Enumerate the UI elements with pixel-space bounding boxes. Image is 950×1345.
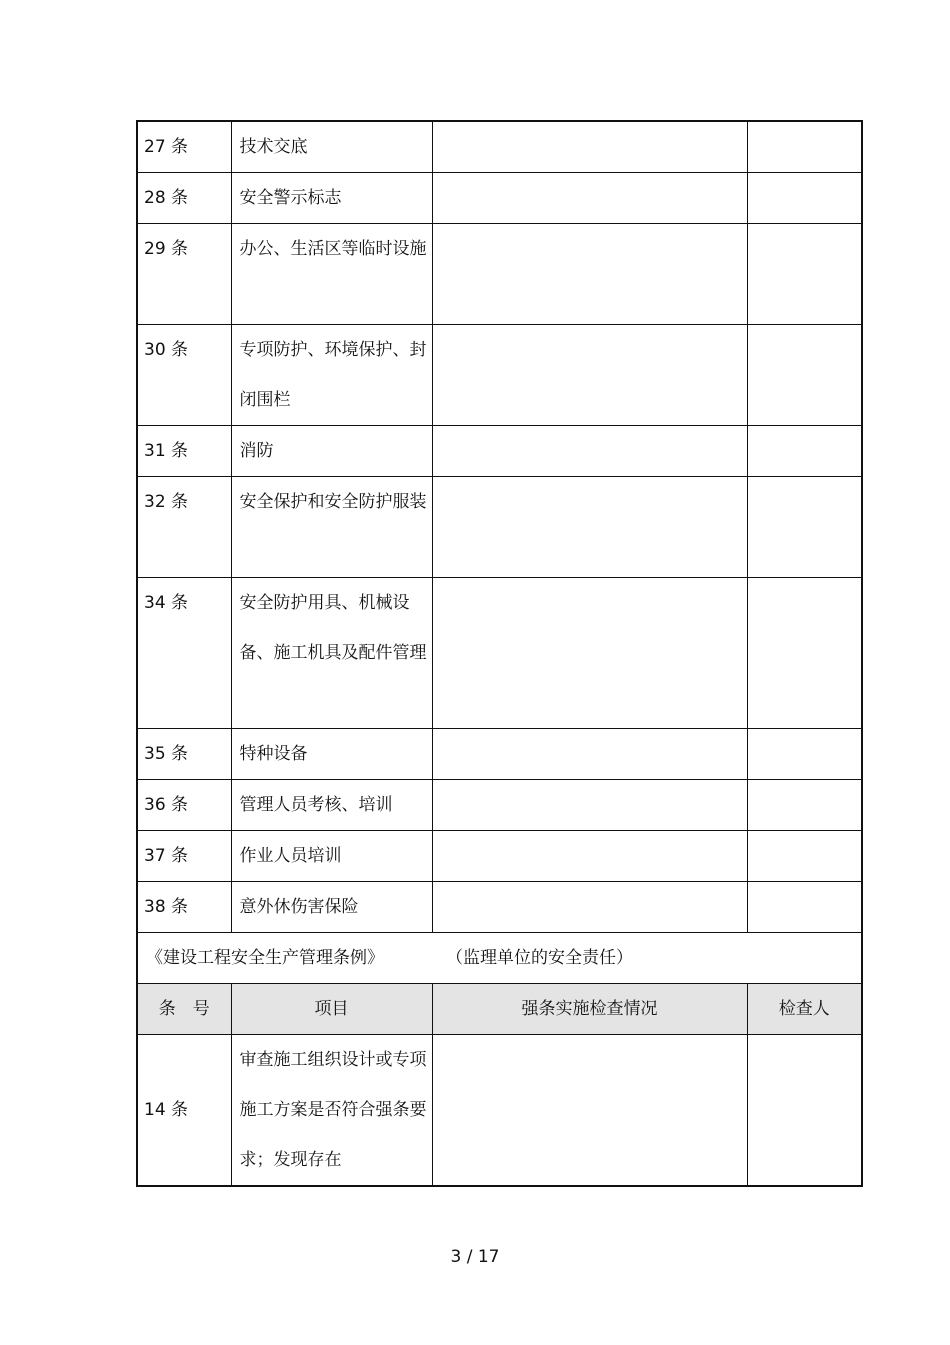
inspector-cell[interactable] — [747, 325, 862, 426]
article-number-cell: 37 条 — [137, 831, 231, 882]
inspector-cell[interactable] — [747, 882, 862, 933]
inspector-cell[interactable] — [747, 578, 862, 729]
inspection-status-cell[interactable] — [432, 729, 747, 780]
inspector-cell[interactable] — [747, 1035, 862, 1187]
bottom-rows — [137, 1035, 862, 1187]
inspector-cell[interactable] — [747, 780, 862, 831]
table-row — [137, 729, 862, 780]
inspection-status-cell[interactable] — [432, 882, 747, 933]
item-cell: 安全警示标志 — [231, 173, 432, 224]
inspector-cell[interactable] — [747, 729, 862, 780]
inspection-status-cell[interactable] — [432, 224, 747, 325]
inspection-status-cell[interactable] — [432, 121, 747, 173]
inspection-status-cell[interactable] — [432, 325, 747, 426]
section-heading-row — [137, 933, 862, 984]
article-number-cell: 36 条 — [137, 780, 231, 831]
article-number-cell: 31 条 — [137, 426, 231, 477]
item-cell: 安全保护和安全防护服装 — [231, 477, 432, 578]
article-number-cell: 27 条 — [137, 121, 231, 173]
inspector-cell[interactable] — [747, 831, 862, 882]
header-inspector: 检查人 — [747, 984, 862, 1035]
item-cell: 管理人员考核、培训 — [231, 780, 432, 831]
inspector-cell[interactable] — [747, 426, 862, 477]
item-cell: 消防 — [231, 426, 432, 477]
inspection-table — [136, 120, 863, 1187]
inspection-status-cell[interactable] — [432, 1035, 747, 1187]
header-article-number: 条 号 — [137, 984, 231, 1035]
item-cell: 审查施工组织设计或专项施工方案是否符合强条要求；发现存在 — [231, 1035, 432, 1187]
table-row — [137, 426, 862, 477]
item-cell: 安全防护用具、机械设备、施工机具及配件管理 — [231, 578, 432, 729]
inspector-cell[interactable] — [747, 477, 862, 578]
article-number-cell: 14 条 — [137, 1035, 231, 1187]
article-number-cell: 35 条 — [137, 729, 231, 780]
article-number-cell: 34 条 — [137, 578, 231, 729]
inspection-status-cell[interactable] — [432, 831, 747, 882]
table-row — [137, 831, 862, 882]
table-row — [137, 325, 862, 426]
table-row — [137, 121, 862, 173]
article-number-cell: 32 条 — [137, 477, 231, 578]
article-number-cell: 29 条 — [137, 224, 231, 325]
item-cell: 技术交底 — [231, 121, 432, 173]
responsibility-label: （监理单位的安全责任） — [446, 948, 633, 968]
table-row — [137, 477, 862, 578]
section-heading — [137, 933, 862, 984]
column-header-row — [137, 984, 862, 1035]
header-item: 项目 — [231, 984, 432, 1035]
top-rows — [137, 121, 862, 933]
inspection-status-cell[interactable] — [432, 578, 747, 729]
table-row — [137, 882, 862, 933]
item-cell: 办公、生活区等临时设施 — [231, 224, 432, 325]
inspector-cell[interactable] — [747, 173, 862, 224]
table-row — [137, 1035, 862, 1187]
table-row — [137, 780, 862, 831]
item-cell: 特种设备 — [231, 729, 432, 780]
table-row — [137, 578, 862, 729]
table-row — [137, 173, 862, 224]
page-indicator: 3 / 17 — [450, 1247, 500, 1267]
inspector-cell[interactable] — [747, 121, 862, 173]
item-cell: 作业人员培训 — [231, 831, 432, 882]
article-number-cell: 38 条 — [137, 882, 231, 933]
inspection-status-cell[interactable] — [432, 477, 747, 578]
inspector-cell[interactable] — [747, 224, 862, 325]
header-inspection-status: 强条实施检查情况 — [432, 984, 747, 1035]
article-number-cell: 30 条 — [137, 325, 231, 426]
table-row — [137, 224, 862, 325]
inspection-status-cell[interactable] — [432, 173, 747, 224]
item-cell: 意外休伤害保险 — [231, 882, 432, 933]
item-cell: 专项防护、环境保护、封闭围栏 — [231, 325, 432, 426]
inspection-status-cell[interactable] — [432, 780, 747, 831]
inspection-status-cell[interactable] — [432, 426, 747, 477]
regulation-title: 《建设工程安全生产管理条例》 — [146, 948, 384, 968]
article-number-cell: 28 条 — [137, 173, 231, 224]
